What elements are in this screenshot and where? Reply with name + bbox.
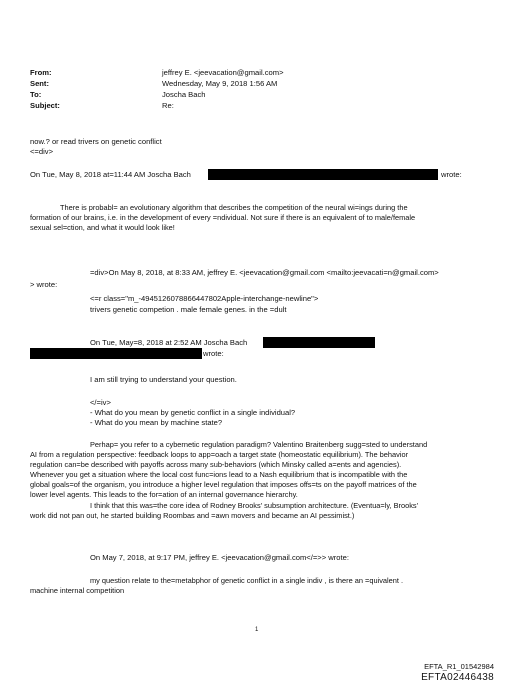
trivers-line: trivers genetic competion . male female genes. in the =dult: [90, 305, 287, 314]
page-number: 1: [255, 627, 259, 633]
paragraph-3-line: I think that this was=the core idea of Rodney Brooks' subsumption architecture. (Eventua=ly, Brooks': [90, 501, 419, 510]
redaction-bar: [263, 337, 375, 348]
paragraph-2-line: regulation can=be described with payoffs across many sub-behaviors (which Minsky called a=ents and agencies).: [30, 460, 402, 469]
quote-header-1: On Tue, May 8, 2018 at=11:44 AM Joscha Bach: [30, 170, 191, 179]
paragraph-2: [30, 440, 427, 500]
quote-header-2-cont: > wrote:: [30, 280, 58, 289]
paragraph-1: [30, 203, 415, 233]
quote-header-2: =div>On May 8, 2018, at 8:33 AM, jeffrey E. <jeevacation@gmail.com <mailto:jeevacati=n@gmail.com>: [90, 268, 439, 277]
paragraph-1-line: formation of our brains, i.e. in the development of every =ndividual. Not sure if there is an equivalent of to male/female: [30, 213, 416, 222]
quote-header-3-suffix: wrote:: [203, 349, 224, 358]
paragraph-2-line: global goals=of the organism, you introduce a higher level regulation that imposes offs=ts on the payoff matrices of the: [30, 480, 417, 489]
paragraph-2-line: AI from a regulation perspective: feedback loops to app=oach a target state (homeostatic equilibrium). The behavior: [30, 450, 409, 459]
paragraph-4: [30, 576, 403, 596]
subject-value: Re:: [162, 101, 174, 110]
body-line-1: now.? or read trivers on genetic conflict: [30, 137, 162, 146]
quote-header-1-suffix: wrote:: [441, 170, 462, 179]
document-ref-1: EFTA_R1_01542984: [424, 662, 494, 671]
paragraph-1-line: There is probabl= an evolutionary algorithm that describes the competition of the neural wi=ings during the: [60, 203, 408, 212]
question-1: - What do you mean by genetic conflict in a single individual?: [90, 408, 296, 417]
paragraph-4-line: machine internal competition: [30, 586, 125, 595]
from-label: From:: [30, 68, 52, 77]
paragraph-4-line: my question relate to the=metabphor of genetic conflict in a single indiv , is there an =quivalent .: [90, 576, 404, 585]
still-trying-line: I am still trying to understand your question.: [90, 375, 237, 384]
to-value: Joscha Bach: [162, 90, 206, 99]
to-label: To:: [30, 90, 42, 99]
quote-header-4: On May 7, 2018, at 9:17 PM, jeffrey E. <jeevacation@gmail.com</=>> wrote:: [90, 553, 349, 562]
sent-value: Wednesday, May 9, 2018 1:56 AM: [162, 79, 278, 88]
div-close-line: </=iv>: [90, 398, 111, 407]
paragraph-3: [30, 501, 418, 521]
paragraph-1-line: sexual sel=ction, and what it would look like!: [30, 223, 175, 232]
paragraph-3-line: work did not pan out, he started building Roombas and =awn movers and became an AI pessimist.): [30, 511, 355, 520]
question-2: - What do you mean by machine state?: [90, 418, 223, 427]
document-ref-2: EFTA02446438: [421, 672, 494, 683]
quote-header-3: On Tue, May=8, 2018 at 2:52 AM Joscha Bach: [90, 338, 248, 347]
from-value: jeffrey E. <jeevacation@gmail.com>: [162, 68, 284, 77]
paragraph-2-line: Perhap= you refer to a cybernetic regulation paradigm? Valentino Braitenberg sugg=sted to understand: [90, 440, 428, 449]
subject-label: Subject:: [30, 101, 60, 110]
br-class-line: <=r class="m_-4945126078866447802Apple-interchange-newline">: [90, 294, 319, 303]
body-line-2: <=div>: [30, 147, 54, 156]
paragraph-2-line: Whenever you get a situation where the local cost func=ions lead to a Nash equilibrium that is incompatible with the: [30, 470, 408, 479]
redaction-bar: [208, 169, 438, 180]
paragraph-2-line: lower level agents. This leads to the for=ation of an internal governance hierarchy.: [30, 490, 298, 499]
redaction-bar: [30, 348, 202, 359]
sent-label: Sent:: [30, 79, 49, 88]
